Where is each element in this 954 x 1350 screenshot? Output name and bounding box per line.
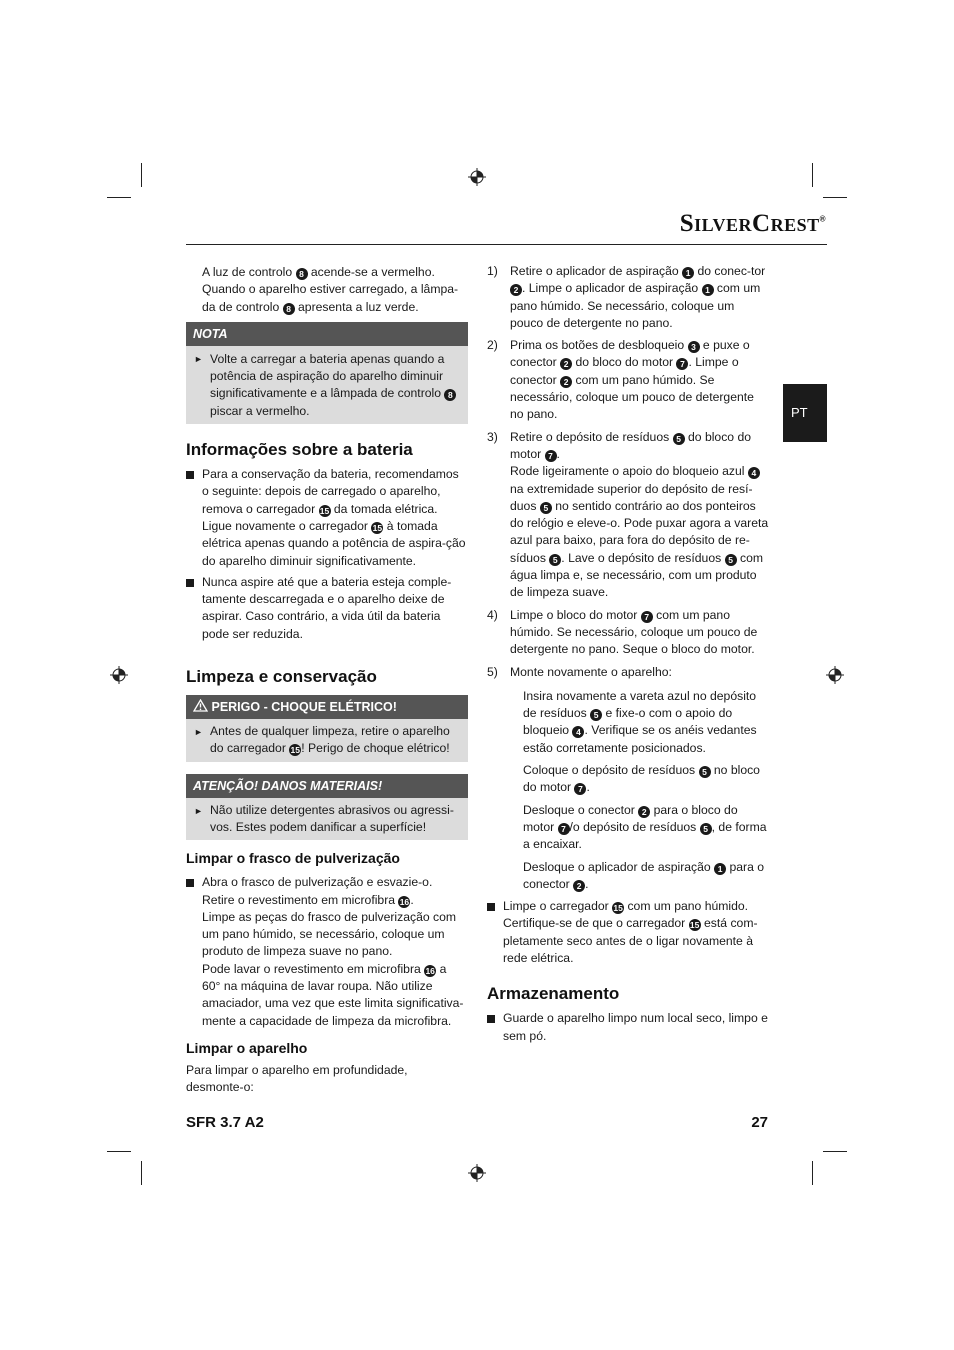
language-tab — [783, 384, 827, 442]
bullet-item: Guarde o aparelho limpo num local seco, limpo e sem pó. — [487, 1010, 769, 1045]
assembly-step: Insira novamente a vareta azul no depósito de resíduos 5 e fixe-o com o apoio do bloqueio 4 . Verifique se os anéis vedantes estão corretamente posicionados. — [523, 688, 757, 755]
ref-number: 15 — [290, 745, 301, 756]
note-box — [186, 322, 468, 424]
ref-number: 5 — [673, 433, 685, 445]
language-tab-label: PT — [791, 405, 808, 420]
ref-number: 15 — [319, 505, 330, 516]
ref-number: 8 — [283, 303, 295, 315]
ref-number: 4 — [748, 467, 760, 479]
note-box-title: NOTA — [186, 322, 468, 346]
danger-box-body: ► Antes de qualquer limpeza, retire o aparelho do carregador 15! Perigo de choque elétrico! — [186, 719, 468, 762]
ref-number: 5 — [700, 823, 712, 835]
crop-mark — [812, 163, 813, 187]
left-column — [186, 264, 468, 1097]
bullet-square-icon — [487, 903, 495, 911]
bullet-square-icon — [186, 879, 194, 887]
crop-mark — [812, 1161, 813, 1185]
ref-number: 2 — [560, 376, 572, 388]
step-item: 1) Retire o aplicador de aspiração 1 do conec-tor 2 . Limpe o aplicador de aspiração 1 com um pano húmido. Se necessário, coloque um pouco de detergente no pano. — [487, 264, 766, 330]
section-title-storage: Armazenamento — [487, 984, 620, 1004]
ref-number: 7 — [641, 611, 653, 623]
ref-number: 1 — [702, 284, 714, 296]
caution-box — [186, 774, 468, 841]
bullet-item: Para a conservação da bateria, recomendamos o seguinte: depois de carregado o aparelho, remova o carregador 15 da tomada elétrica. Ligue novamente o carregador 15 à tomada elétrica apenas quando a potência de aspira-ção do aparelho diminuir significativamente. — [186, 466, 468, 570]
caution-box-title: ATENÇÃO! DANOS MATERIAIS! — [186, 774, 468, 798]
registration-mark-icon — [110, 666, 128, 684]
right-column — [487, 263, 769, 1045]
subsection-title-device: Limpar o aparelho — [186, 1039, 308, 1056]
ref-number: 4 — [572, 726, 584, 738]
arrow-icon: ► — [194, 727, 203, 738]
step-item: 4) Limpe o bloco do motor 7 com um pano húmido. Se necessário, coloque um pouco de detergente no pano. Seque o bloco do motor. — [487, 607, 758, 657]
ref-number: 15 — [689, 920, 700, 931]
ref-number: 1 — [714, 863, 726, 875]
ref-number: 2 — [510, 284, 522, 296]
header-rule — [186, 244, 827, 245]
ref-number: 15 — [613, 903, 623, 914]
ref-number: 2 — [573, 880, 585, 892]
crop-mark — [823, 1151, 847, 1152]
crop-mark — [823, 197, 847, 198]
ref-number: 16 — [399, 896, 410, 907]
assembly-step: Coloque o depósito de resíduos 5 no bloco do motor 7 . — [523, 763, 760, 795]
registration-mark-icon — [826, 666, 844, 684]
device-paragraph: Para limpar o aparelho em profundidade, desmonte-o: — [186, 1062, 408, 1095]
warning-triangle-icon — [193, 699, 208, 712]
crop-mark — [107, 197, 131, 198]
section-title-cleaning: Limpeza e conservação — [186, 667, 377, 687]
danger-box-title: PERIGO - CHOQUE ELÉTRICO! — [186, 695, 468, 719]
ref-number: 2 — [638, 806, 650, 818]
caution-box-body: ► Não utilize detergentes abrasivos ou agressi-vos. Estes podem danificar a superfície! — [186, 798, 468, 841]
ref-number: 5 — [540, 502, 552, 514]
ref-number: 16 — [425, 965, 435, 976]
ref-number: 1 — [682, 267, 694, 279]
registration-mark-icon — [468, 168, 486, 186]
bullet-item: Nunca aspire até que a bateria esteja comple-tamente descarregada e o aparelho deixe de aspirar. Caso contrário, a vida útil da bateria pode ser reduzida. — [186, 574, 468, 643]
brand-logo: SilverCrest® — [679, 210, 826, 237]
crop-mark — [141, 1161, 142, 1185]
bullet-square-icon — [186, 471, 194, 479]
arrow-icon: ► — [194, 353, 203, 364]
bullet-item: Limpe o carregador 15 com um pano húmido. Certifique-se de que o carregador 15 está com-pletamente seco antes de o ligar novamente à rede elétrica. — [487, 898, 769, 967]
assembly-step: Desloque o aplicador de aspiração 1 para o conector 2 . — [523, 859, 765, 891]
ref-number: 8 — [296, 268, 308, 280]
bullet-item: Abra o frasco de pulverização e esvazie-o. Retire o revestimento em microfibra 16. Limpe as peças do frasco de pulverização com um pano húmido, se necessário, coloque um produto de limpeza suave no pano. Pode lavar o revestimento em microfibra 16 a 60° na máquina de lavar roupa. Não utilize amaciador, uma vez que este limita significativa-mente a capacidade de limpeza da microfibra. — [186, 874, 468, 1030]
ref-number: 5 — [590, 709, 602, 721]
ref-number: 5 — [725, 554, 737, 566]
ref-number: 2 — [560, 358, 572, 370]
note-box-body: ► Volte a carregar a bateria apenas quando a potência de aspiração do aparelho diminuir significativamente e a lâmpada de controlo 8 piscar a vermelho. — [186, 346, 468, 424]
assembly-step: Desloque o conector 2 para o bloco do motor 7 /o depósito de resíduos 5 , de forma a encaixar. — [523, 802, 767, 852]
ref-number: 7 — [545, 450, 557, 462]
step-item: 5) Monte novamente o aparelho: — [487, 664, 672, 679]
page-number: 27 — [751, 1114, 768, 1131]
arrow-icon: ► — [194, 805, 203, 816]
bullet-square-icon — [186, 579, 194, 587]
model-number: SFR 3.7 A2 — [186, 1114, 264, 1131]
danger-box — [186, 695, 468, 762]
ref-number: 5 — [549, 554, 561, 566]
ref-number: 5 — [699, 766, 711, 778]
ref-number: 7 — [558, 823, 570, 835]
ref-number: 7 — [676, 358, 688, 370]
ref-number: 7 — [574, 783, 586, 795]
ref-number: 15 — [372, 522, 383, 533]
registration-mark-icon — [468, 1164, 486, 1182]
step-item: 2) Prima os botões de desbloqueio 3 e puxe o conector 2 do bloco do motor 7 . Limpe o conector 2 com um pano húmido. Se necessário, coloque um pouco de detergente no pano. — [487, 338, 754, 422]
ref-number: 3 — [688, 341, 700, 353]
bullet-square-icon — [487, 1015, 495, 1023]
step-item: 3) Retire o depósito de resíduos 5 do bloco do motor 7 . Rode ligeiramente o apoio do bloqueio azul 4 na extremidade superior do depósito de resí-duos 5 no sentido contrário ao dos ponteiros do relógio e eleve-o. Pode puxar agora a vareta azul para baixo, para fora do depósito de re-síduos 5 . Lave o depósito de resíduos 5 com água limpa e, se necessário, com um produto de limpeza suave. — [487, 429, 769, 600]
subsection-title-spray: Limpar o frasco de pulverização — [186, 850, 400, 867]
crop-mark — [107, 1151, 131, 1152]
section-title-battery: Informações sobre a bateria — [186, 440, 413, 460]
crop-mark — [141, 163, 142, 187]
intro-paragraph: A luz de controlo 8 acende-se a vermelho. Quando o aparelho estiver carregado, a lâmpa-da de controlo 8 apresenta a luz verde. — [202, 265, 459, 314]
ref-number: 8 — [444, 389, 456, 401]
